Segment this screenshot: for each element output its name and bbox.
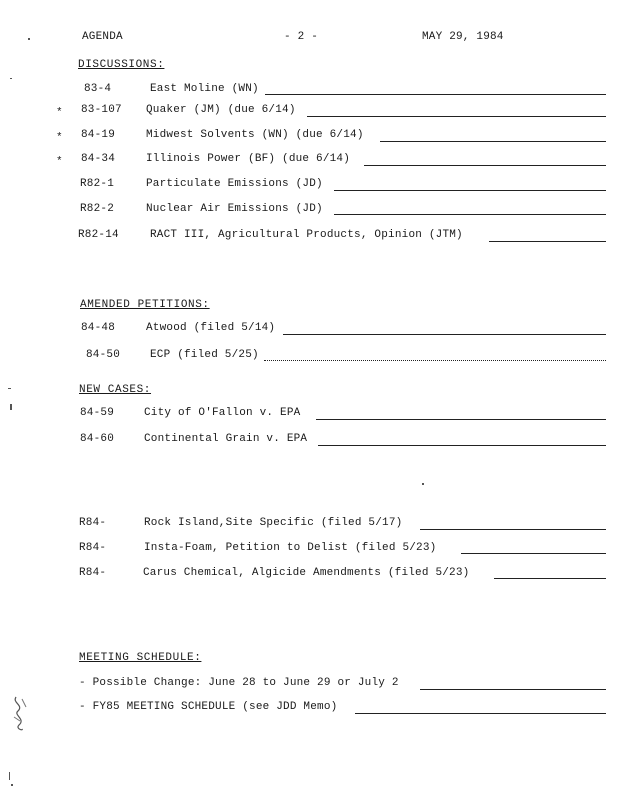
amended-petitions-heading: AMENDED PETITIONS: [80, 299, 210, 311]
punch-hole-mark-icon [10, 693, 32, 733]
petition-rule [264, 360, 606, 361]
regulatory-text: Insta-Foam, Petition to Delist (filed 5/23) [144, 542, 437, 554]
discussion-rule [334, 214, 606, 215]
discussion-text: Illinois Power (BF) (due 6/14) [146, 153, 351, 165]
discussion-rule [265, 94, 606, 95]
petition-text: Atwood (filed 5/14) [146, 322, 276, 334]
scan-speck [422, 483, 424, 485]
meeting-item: - FY85 MEETING SCHEDULE (see JDD Memo) [79, 701, 338, 713]
case-text: City of O'Fallon v. EPA [144, 407, 301, 419]
petition-rule [283, 334, 606, 335]
discussion-number: R82-2 [80, 203, 115, 215]
priority-marker: * [56, 156, 63, 168]
regulatory-text: Rock Island,Site Specific (filed 5/17) [144, 517, 403, 529]
discussion-number: R82-14 [78, 229, 119, 241]
scan-speck [10, 78, 12, 79]
petition-text: ECP (filed 5/25) [150, 349, 259, 361]
discussion-number: 84-34 [81, 153, 116, 165]
discussions-heading: DISCUSSIONS: [78, 59, 165, 71]
discussion-rule [380, 141, 606, 142]
regulatory-rule [420, 529, 606, 530]
discussion-text: RACT III, Agricultural Products, Opinion (JTM) [150, 229, 463, 241]
scan-speck [10, 404, 12, 410]
petition-number: 84-50 [86, 349, 121, 361]
discussion-number: 84-19 [81, 129, 116, 141]
discussion-rule [489, 241, 606, 242]
discussion-rule [364, 165, 606, 166]
scan-speck [9, 772, 10, 780]
agenda-date: MAY 29, 1984 [422, 31, 504, 43]
discussion-rule [307, 116, 606, 117]
discussion-text: Particulate Emissions (JD) [146, 178, 323, 190]
regulatory-number: R84- [79, 517, 107, 529]
new-cases-heading: NEW CASES: [79, 384, 152, 396]
meeting-rule [420, 689, 606, 690]
priority-marker: * [56, 107, 63, 119]
discussion-text: Midwest Solvents (WN) (due 6/14) [146, 129, 364, 141]
discussion-number: R82-1 [80, 178, 115, 190]
scan-speck [8, 388, 11, 389]
discussion-text: Nuclear Air Emissions (JD) [146, 203, 323, 215]
regulatory-rule [494, 578, 606, 579]
regulatory-number: R84- [79, 542, 107, 554]
scan-speck [28, 38, 30, 40]
case-rule [318, 445, 606, 446]
case-number: 84-60 [80, 433, 115, 445]
priority-marker: * [56, 132, 63, 144]
discussion-text: East Moline (WN) [150, 83, 259, 95]
petition-number: 84-48 [81, 322, 116, 334]
discussion-text: Quaker (JM) (due 6/14) [146, 104, 296, 116]
case-text: Continental Grain v. EPA [144, 433, 308, 445]
regulatory-rule [461, 553, 606, 554]
page-number: - 2 - [284, 31, 319, 43]
meeting-rule [355, 713, 606, 714]
agenda-label: AGENDA [82, 31, 123, 43]
scan-speck [11, 784, 13, 786]
discussion-number: 83-107 [81, 104, 122, 116]
regulatory-text: Carus Chemical, Algicide Amendments (filed 5/23) [143, 567, 470, 579]
discussion-rule [334, 190, 606, 191]
discussion-number: 83-4 [84, 83, 112, 95]
case-rule [316, 419, 606, 420]
case-number: 84-59 [80, 407, 115, 419]
meeting-item: - Possible Change: June 28 to June 29 or July 2 [79, 677, 399, 689]
regulatory-number: R84- [79, 567, 107, 579]
meeting-schedule-heading: MEETING SCHEDULE: [79, 652, 202, 664]
